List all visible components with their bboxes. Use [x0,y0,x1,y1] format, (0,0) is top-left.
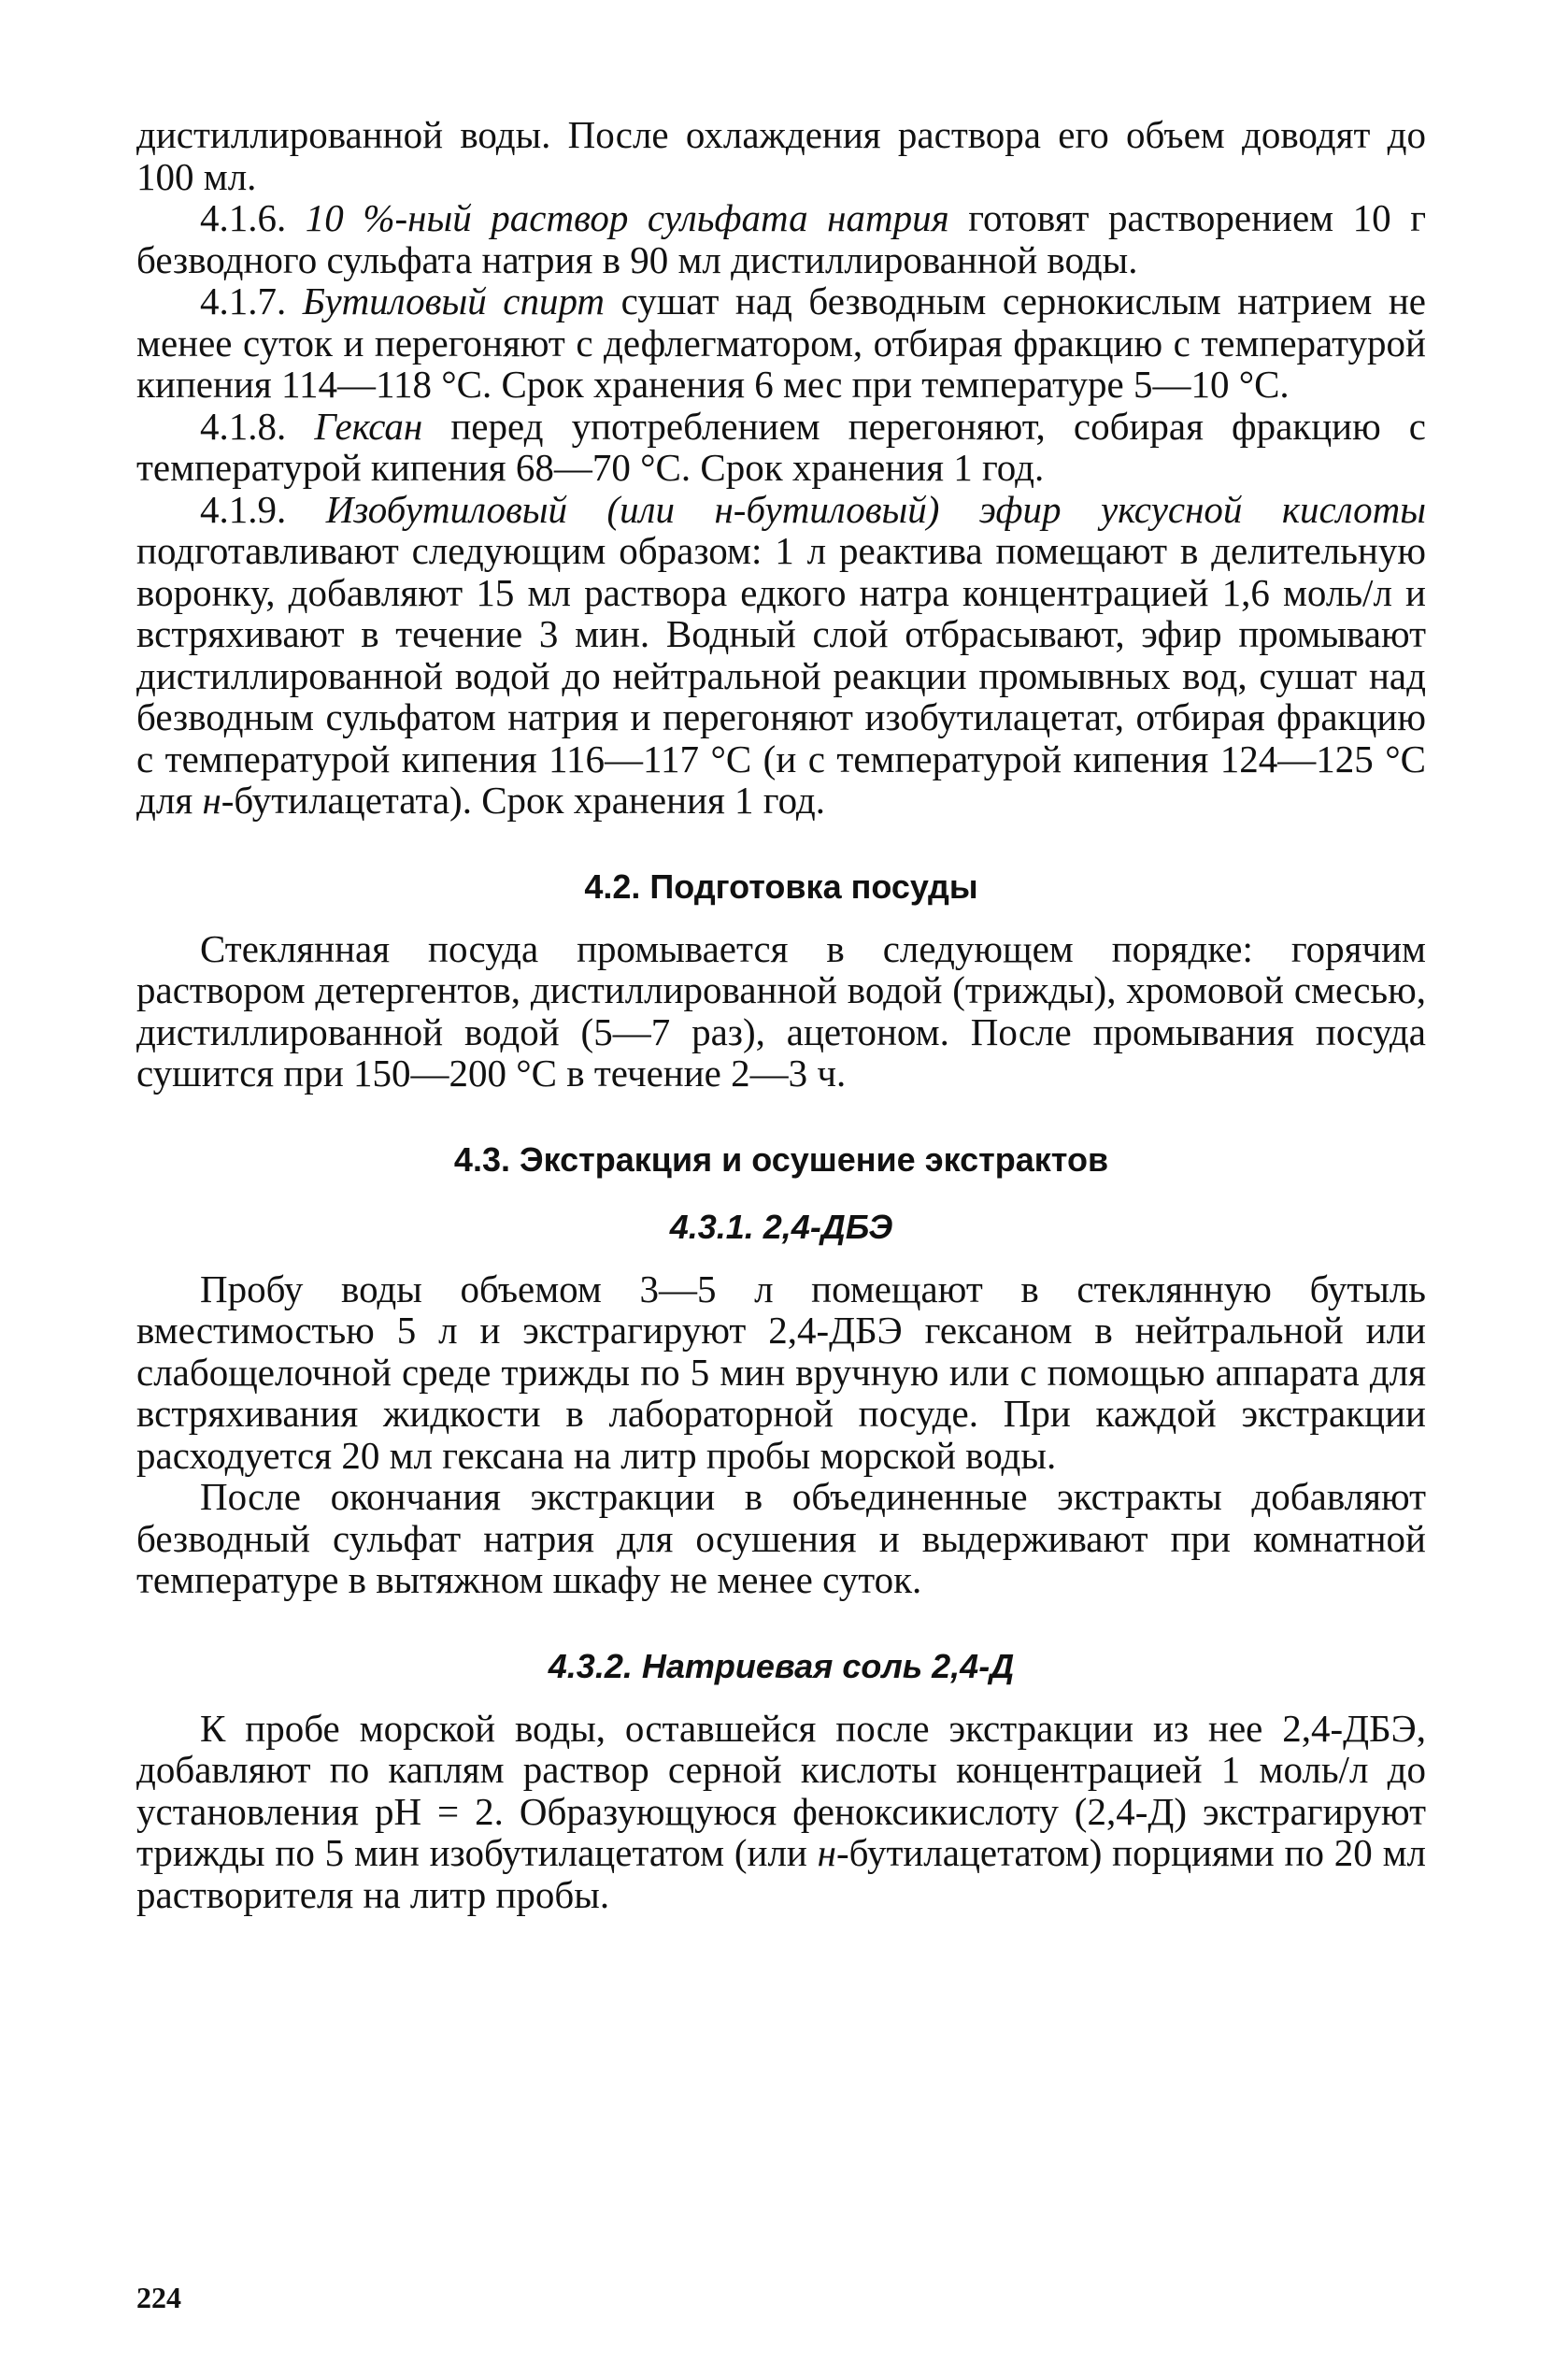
n-prefix: н [817,1831,836,1874]
n-prefix: н [202,779,221,822]
paragraph-4-3-1-a-text: Пробу воды объемом 3—5 л помещают в стеклянную бутыль вместимостью 5 л и экстрагируют 2,4-ДБЭ гексаном в нейтральной или слабощелочной среде трижды по 5 мин вручную или с помощью аппарата для встряхивания жидкости в лабораторной посуде. При каждой экстракции расходуется 20 мл гексана на литр пробы морской воды. [136,1267,1426,1477]
item-text: подготавливают следующим образом: 1 л реактива помещают в делительную воронку, добавляют 15 мл раствора едкого натра концентрацией 1,6 моль/л и встряхивают в течение 3 мин. Водный слой отбрасывают, эфир промывают дистиллированной водой до нейтральной реакции промывных вод, сушат над безводным сульфатом натрия и перегоняют изобутилацетат, отбирая фракцию с температурой кипения 116—117 °С (и с температурой кипения 124—125 °С для [136,529,1426,822]
paragraph-4-1-9 [136,489,1426,822]
item-term: Изобутиловый (или н-бутиловый) эфир уксусной кислоты [325,487,1427,531]
paragraph-4-3-1-a [136,1268,1426,1477]
page-body [136,114,1426,1915]
paragraph-4-1-8 [136,406,1426,489]
paragraph-4-1-6 [136,197,1426,280]
item-text: перед употреблением перегоняют, собирая фракцию с температурой кипения 68—70 °С. Срок хранения 1 год. [136,404,1427,489]
subsection-heading-4-3-1: 4.3.1. 2,4-ДБЭ [669,1207,893,1246]
paragraph-4-3-2-text-end: -бутилацетатом) порциями по 20 мл растворителя на литр пробы. [136,1831,1426,1916]
paragraph-4-1-7 [136,280,1426,406]
item-term: 10 %-ный раствор сульфата натрия [305,196,949,239]
paragraph-4-3-2-text: К пробе морской воды, оставшейся после экстракции из нее 2,4-ДБЭ, добавляют по каплям раствор серной кислоты концентрацией 1 моль/л до установления рН = 2. Образующуюся феноксикислоту (2,4-Д) экстрагируют трижды по 5 мин изобутилацетатом (или [136,1706,1426,1874]
section-heading-4-3: 4.3. Экстракция и осушение экстрактов [453,1139,1109,1179]
item-text: готовят растворением 10 г безводного сульфата натрия в 90 мл дистиллированной воды. [136,196,1427,281]
item-term: Бутиловый спирт [302,279,606,322]
page-number: 224 [136,2281,181,2314]
paragraph-continuation-text: дистиллированной воды. После охлаждения раствора его объем доводят до 100 мл. [136,113,1426,198]
item-text: сушат над безводным сернокислым натрием не менее суток и перегоняют с дефлегматором, отбирая фракцию с температурой кипения 114—118 °С. Срок хранения 6 мес при температуре 5—10 °С. [136,279,1427,406]
paragraph-continuation [136,114,1426,197]
section-heading-4-2: 4.2. Подготовка посуды [584,866,978,906]
item-number: 4.1.7. [200,279,287,322]
item-number: 4.1.6. [200,196,287,239]
subsection-heading-4-3-2: 4.3.2. Натриевая соль 2,4-Д [548,1646,1015,1685]
paragraph-4-3-1-b [136,1476,1426,1601]
item-number: 4.1.9. [200,487,287,531]
item-number: 4.1.8. [200,404,287,448]
item-term: Гексан [314,404,423,448]
paragraph-4-2 [136,928,1426,1095]
paragraph-4-2-text: Стеклянная посуда промывается в следующем порядке: горячим раствором детергентов, дистиллированной водой (трижды), хромовой смесью, дистиллированной водой (5—7 раз), ацетоном. После промывания посуда сушится при 150—200 °С в течение 2—3 ч. [136,926,1426,1095]
item-text-end: -бутилацетата). Срок хранения 1 год. [221,779,826,822]
paragraph-4-3-2 [136,1708,1426,1916]
paragraph-4-3-1-b-text: После окончания экстракции в объединенные экстракты добавляют безводный сульфат натрия для осушения и выдерживают при комнатной температуре в вытяжном шкафу не менее суток. [136,1475,1426,1601]
